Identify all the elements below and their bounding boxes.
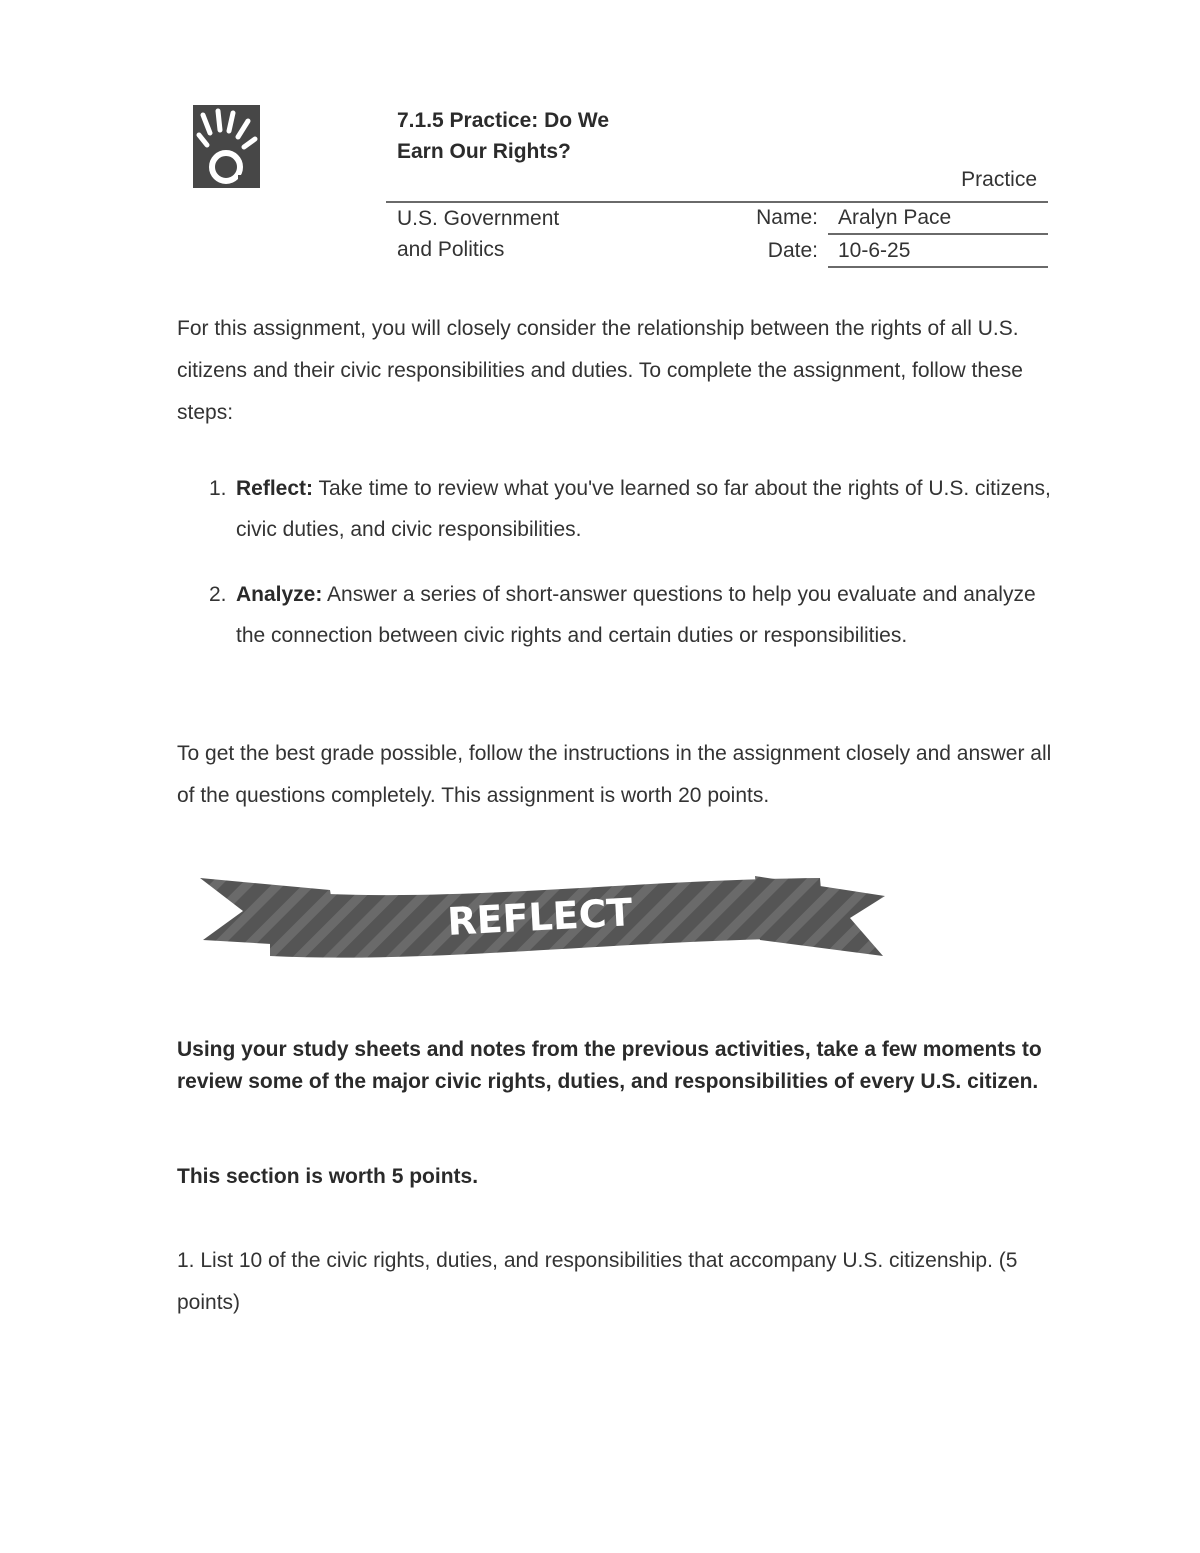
question-1: 1. List 10 of the civic rights, duties, and responsibilities that accompany U.S. citizenship. (5 points) (177, 1249, 1018, 1314)
step-number: 1. (209, 477, 227, 500)
step-title: Analyze: (236, 583, 323, 606)
grading-note: To get the best grade possible, follow the instructions in the assignment closely and answer all of the questions completely. This assignment is worth 20 points. (177, 742, 1052, 807)
section-points: This section is worth 5 points. (177, 1165, 479, 1188)
sunburst-logo-icon (193, 105, 260, 188)
course-line-1: U.S. Government (397, 207, 560, 230)
date-field[interactable]: 10-6-25 (838, 239, 911, 262)
date-field-underline (828, 266, 1048, 268)
step-text: Answer a series of short-answer questions to help you evaluate and analyze the connection between civic rights and certain duties or responsibilities. (236, 583, 1036, 647)
name-label: Name: (756, 206, 818, 229)
name-field-underline (828, 233, 1048, 235)
date-label: Date: (767, 239, 818, 262)
course-line-2: and Politics (397, 238, 505, 261)
steps-list (177, 468, 1057, 680)
step-number: 2. (209, 583, 227, 606)
list-item (177, 468, 1057, 550)
reflect-instructions: Using your study sheets and notes from the previous activities, take a few moments to review some of the major civic rights, duties, and responsibilities of every U.S. citizen. (177, 1038, 1042, 1093)
list-item (177, 574, 1057, 656)
intro-paragraph: For this assignment, you will closely consider the relationship between the rights of all U.S. citizens and their civic responsibilities and duties. To complete the assignment, follow these steps: (177, 317, 1023, 424)
page-title: 7.1.5 Practice: Do We Earn Our Rights? (397, 109, 610, 163)
document-type-label: Practice (961, 168, 1037, 191)
step-text: Take time to review what you've learned so far about the rights of U.S. citizens, civic duties, and civic responsibilities. (236, 477, 1051, 541)
course-name (397, 203, 559, 265)
reflect-banner (195, 868, 895, 968)
step-title: Reflect: (236, 477, 314, 500)
name-field[interactable]: Aralyn Pace (838, 206, 952, 229)
banner-label: REFLECT (446, 890, 634, 944)
